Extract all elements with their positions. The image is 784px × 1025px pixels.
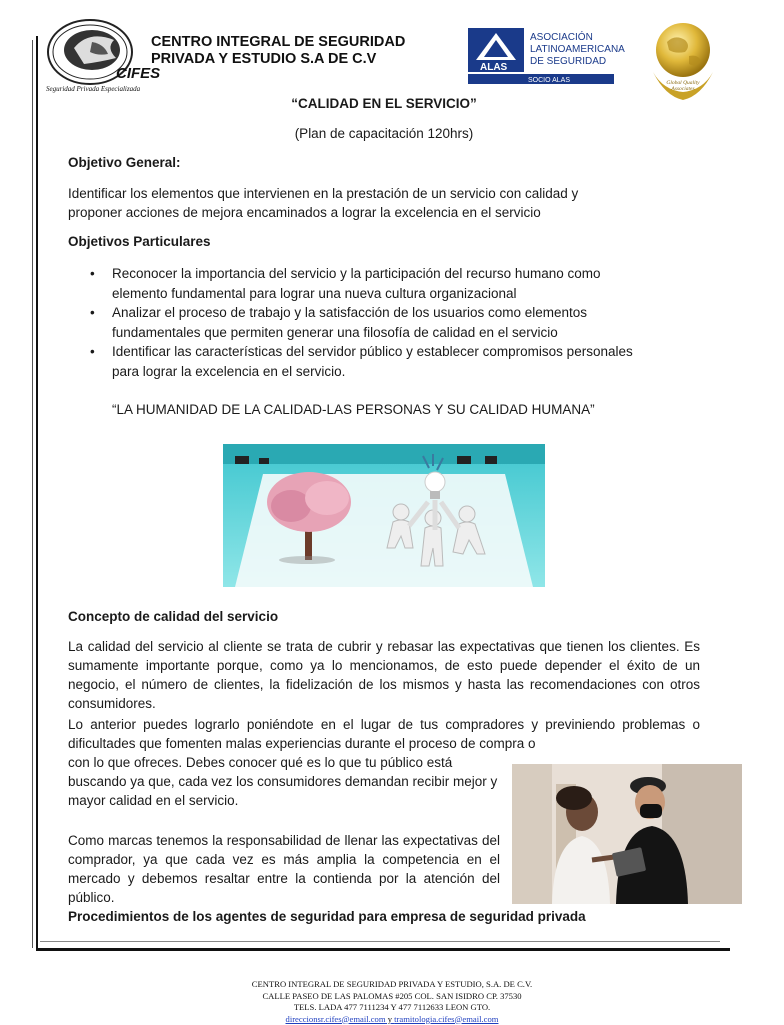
svg-text:Seguridad Privada Especializad: Seguridad Privada Especializada <box>46 85 141 93</box>
footer-email-link-1[interactable]: direccionsr.cifes@email.com <box>286 1014 386 1024</box>
svg-text:Associates: Associates <box>670 86 694 92</box>
particular-objectives-heading: Objetivos Particulares <box>68 234 211 249</box>
svg-text:SOCIO ALAS: SOCIO ALAS <box>528 77 570 84</box>
footer-emails <box>0 1014 784 1025</box>
page-border-bottom <box>36 948 730 951</box>
page-border-inner <box>32 40 33 948</box>
footer-company: CENTRO INTEGRAL DE SEGURIDAD PRIVADA Y ESTUDIO, S.A. DE C.V. <box>0 979 784 991</box>
document-subtitle: (Plan de capacitación 120hrs) <box>0 126 768 141</box>
bullet-1-line-1: Reconocer la importancia del servicio y la participación del recurso humano como <box>112 264 708 284</box>
bullet-1-line-2: elemento fundamental para lograr una nueva cultura organizacional <box>112 284 708 304</box>
list-item <box>88 342 708 381</box>
bullet-icon: • <box>90 303 95 323</box>
general-objective-heading: Objetivo General: <box>68 155 181 170</box>
page-border-bottom-inner <box>40 941 720 942</box>
page-border-left <box>36 36 38 948</box>
svg-text:LATINOAMERICANA: LATINOAMERICANA <box>530 44 625 55</box>
company-name <box>151 34 451 68</box>
footer-phones: TELS. LADA 477 7111234 Y 477 7112633 LEON GTO. <box>0 1002 784 1014</box>
list-item <box>88 303 708 342</box>
document-title: “CALIDAD EN EL SERVICIO” <box>0 96 768 111</box>
customer-service-photo <box>512 764 742 904</box>
bullet-3-line-2: para lograr la excelencia en el servicio. <box>112 362 708 382</box>
company-name-line-2: PRIVADA Y ESTUDIO S.A DE C.V <box>151 51 451 68</box>
svg-text:Global Quality: Global Quality <box>666 80 700 86</box>
quality-illustration <box>223 444 545 587</box>
footer-email-separator: y <box>386 1014 395 1024</box>
procedures-heading: Procedimientos de los agentes de seguridad para empresa de seguridad privada <box>68 909 728 924</box>
particular-objectives-list <box>88 264 708 381</box>
general-objective-line-1: Identificar los elementos que intervienen en la prestación de un servicio con calidad y <box>68 184 708 203</box>
footer-address: CALLE PASEO DE LAS PALOMAS #205 COL. SAN ISIDRO CP. 37530 <box>0 991 784 1003</box>
general-objective-text <box>68 184 708 222</box>
bullet-2-line-1: Analizar el proceso de trabajo y la satisfacción de los usuarios como elementos <box>112 303 708 323</box>
svg-text:DE SEGURIDAD: DE SEGURIDAD <box>530 56 606 67</box>
bullet-icon: • <box>90 342 95 362</box>
company-name-line-1: CENTRO INTEGRAL DE SEGURIDAD <box>151 34 451 51</box>
footer-email-link-2[interactable]: tramitologia.cifes@email.com <box>394 1014 498 1024</box>
concept-paragraph-2b: con lo que ofreces. Debes conocer qué es lo que tu público está buscando ya que, cada vez los consumidores demandan recibir mejor y mayor calidad en el servicio. <box>68 753 504 810</box>
svg-text:CIFES: CIFES <box>116 65 160 82</box>
bullet-3-line-1: Identificar las características del servidor público y establecer compromisos personales <box>112 342 708 362</box>
svg-text:ALAS: ALAS <box>480 62 508 73</box>
svg-text:ASOCIACIÓN: ASOCIACIÓN <box>530 30 593 43</box>
concept-heading: Concepto de calidad del servicio <box>68 609 278 624</box>
list-item <box>88 264 708 303</box>
bullet-2-line-2: fundamentales que permiten generar una filosofía de calidad en el servicio <box>112 323 708 343</box>
page-footer <box>0 979 784 1025</box>
concept-paragraph-1: La calidad del servicio al cliente se trata de cubrir y rebasar las expectativas que tienen los clientes. Es sumamente importante porque, como ya lo mencionamos, de esto puede depender el éxito de un negocio, el número de clientes, la fidelización de los mismos y hasta las recomendaciones con otros consumidores. <box>68 637 700 713</box>
concept-paragraph-3: Como marcas tenemos la responsabilidad de llenar las expectativas del comprador, ya que cada vez es más amplia la competencia en el mercado y debemos resaltar entre la contienda por la atención del público. <box>68 831 500 907</box>
alas-logo <box>468 26 618 86</box>
concept-paragraph-2a: Lo anterior puedes lograrlo poniéndote en el lugar de tus compradores y previniendo problemas o dificultades que fomenten malas experiencias durante el proceso de compra o <box>68 715 700 753</box>
quality-quote: “LA HUMANIDAD DE LA CALIDAD-LAS PERSONAS Y SU CALIDAD HUMANA” <box>112 402 595 417</box>
cifes-logo <box>44 18 150 94</box>
general-objective-line-2: proponer acciones de mejora encaminados a lograr la excelencia en el servicio <box>68 203 708 222</box>
bullet-icon: • <box>90 264 95 284</box>
